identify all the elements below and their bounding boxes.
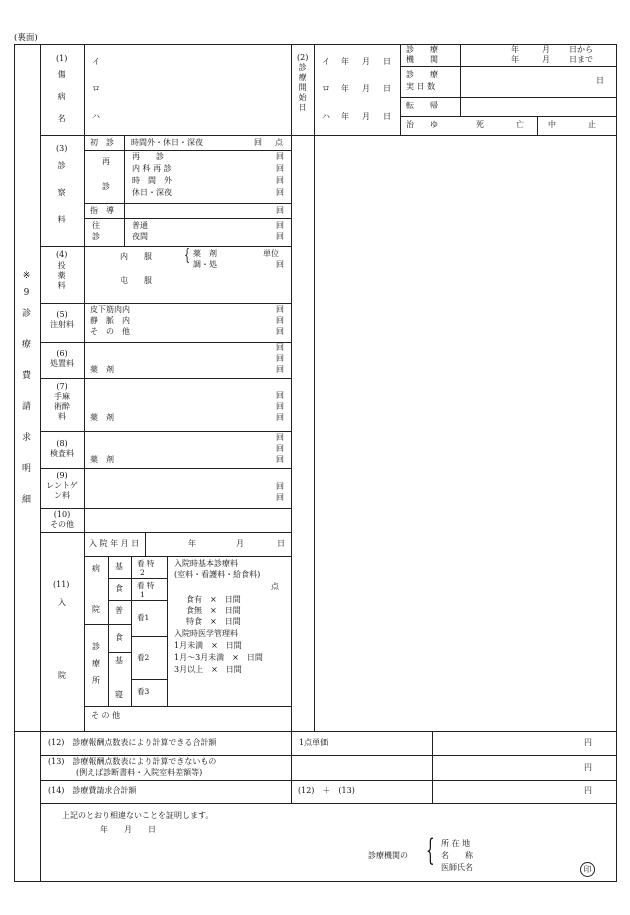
xray-title: (9) レントゲ ン料 [46, 471, 78, 500]
injection-title: (5) 注射料 [50, 310, 74, 329]
disease-title: (1) 傷 病 名 [56, 54, 68, 123]
seal-mark: 印 [580, 862, 595, 877]
page-header: (裏面) [14, 33, 38, 43]
medication-title: (4) 投 薬 料 [56, 250, 68, 290]
disease-row-i: イ [92, 57, 100, 66]
side-label: ※ 9 診 療 費 請 求 明 細 [22, 271, 32, 505]
procedure-title: (6) 処置料 [50, 349, 74, 368]
other-title: (10) その他 [50, 510, 74, 529]
surgery-title: (7) 手麻 術酔 料 [54, 382, 70, 421]
disease-row-ro: ロ [92, 84, 100, 93]
start-title: (2) 診 療 開 始 日 [297, 53, 309, 112]
consult-title: (3) 診 察 料 [56, 144, 68, 224]
disease-row-ha: ハ [92, 112, 100, 121]
exam-title: (8) 検査料 [50, 439, 74, 458]
